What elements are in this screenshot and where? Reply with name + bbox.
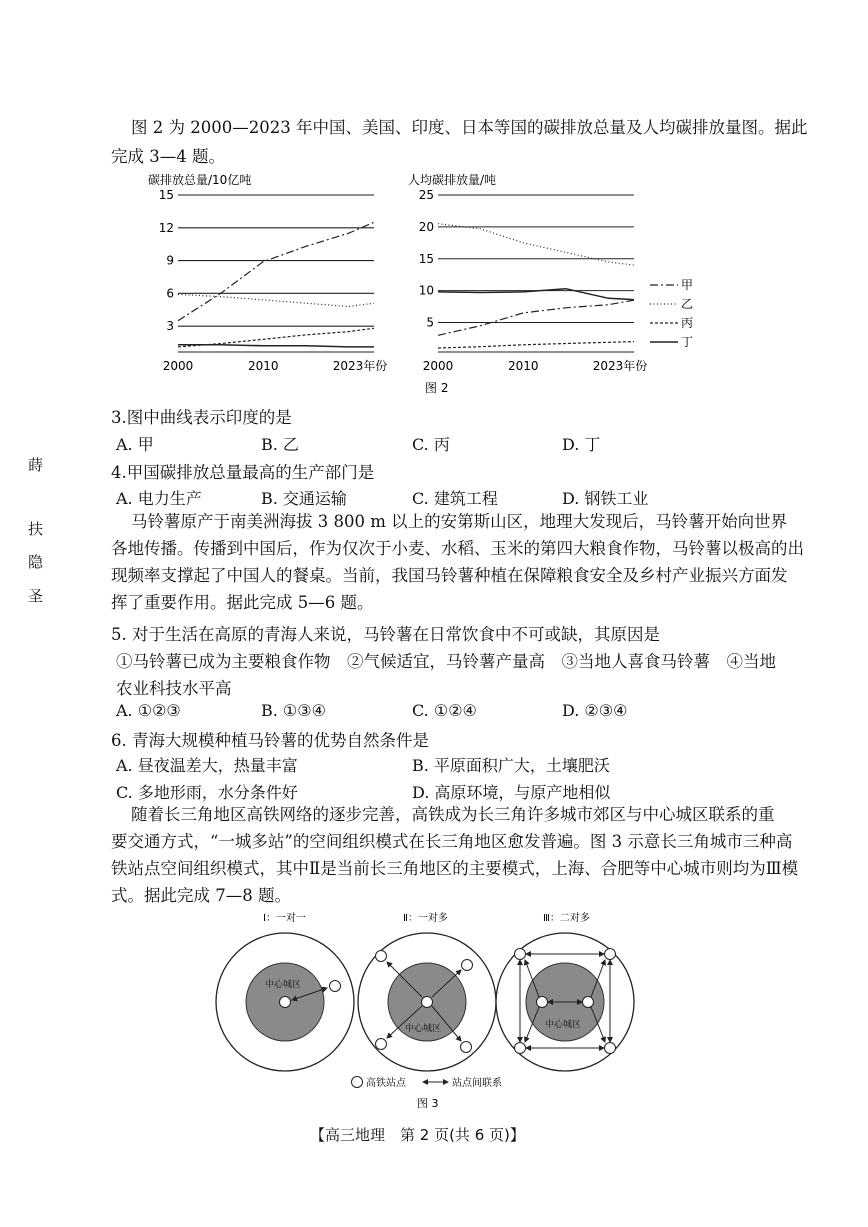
pattern-2-station-se <box>461 1042 472 1053</box>
q3-option-a[interactable]: A. 甲 <box>116 435 154 454</box>
right-y-tick-label: 10 <box>418 283 434 298</box>
intro-3-4-line2: 完成 3—4 题。 <box>111 147 225 166</box>
q3-option-b[interactable]: B. 乙 <box>261 435 299 454</box>
q6-option-a[interactable]: A. 昼夜温差大，热量丰富 <box>116 756 298 775</box>
intro-5-6-line4: 挥了重要作用。据此完成 5—6 题。 <box>111 593 374 612</box>
right-x-tick-label: 2000 <box>422 359 454 373</box>
pattern-1-title: Ⅰ：一对一 <box>263 913 306 924</box>
intro-7-8-line3: 铁站点空间组织模式，其中Ⅱ是当前长三角地区的主要模式，上海、合肥等中心城市则均为Ⅲ模 <box>111 859 799 878</box>
intro-5-6-line1: 马铃薯原产于南美洲海拔 3 800 m 以上的安第斯山区，地理大发现后，马铃薯开始向世界 <box>131 512 788 531</box>
right-series-bing <box>438 342 634 348</box>
page-footer: 【高三地理 第 2 页(共 6 页)】 <box>310 1126 525 1144</box>
legend-label-yi: 乙 <box>681 297 694 311</box>
pattern-1-center-label: 中心城区 <box>265 980 302 990</box>
legend-station-label: 高铁站点 <box>366 1078 406 1089</box>
left-series-yi <box>178 294 374 306</box>
left-y-tick-label: 9 <box>166 253 174 268</box>
right-x-tick-label: 2010 <box>507 359 539 373</box>
left-x-tick-label: 2010 <box>247 359 279 373</box>
figure-3-caption: 图 3 <box>417 1097 439 1110</box>
pattern-2-station-center <box>422 997 433 1008</box>
right-y-tick-label: 15 <box>418 251 434 266</box>
pattern-3-station-ne <box>605 949 616 960</box>
q6-stem: 6. 青海大规模种植马铃薯的优势自然条件是 <box>111 731 429 750</box>
q6-option-d[interactable]: D. 高原环境，与原产地相似 <box>412 783 611 802</box>
q3-option-c[interactable]: C. 丙 <box>412 435 450 454</box>
pattern-3-station-se <box>605 1043 616 1054</box>
left-x-tick-label: 2000 <box>162 359 194 373</box>
pattern-2-title: Ⅱ：一对多 <box>403 913 448 924</box>
q3-stem: 3.图中曲线表示印度的是 <box>111 408 292 427</box>
figure-3-legend <box>352 1076 503 1089</box>
q4-option-b[interactable]: B. 交通运输 <box>261 489 347 508</box>
right-y-tick-label: 20 <box>418 219 434 234</box>
margin-char-3: 隐 <box>28 553 44 571</box>
q3-option-d[interactable]: D. 丁 <box>562 435 601 454</box>
legend-link-label: 站点间联系 <box>452 1078 502 1089</box>
right-y-tick-label: 5 <box>426 315 434 330</box>
figure-2-caption: 图 2 <box>425 381 449 395</box>
left-y-tick-label: 3 <box>166 319 174 334</box>
intro-5-6-line2: 各地传播。传播到中国后，作为仅次于小麦、水稻、玉米的第四大粮食作物，马铃薯以极高的出 <box>111 539 804 558</box>
left-y-tick-label: 15 <box>158 188 174 202</box>
pattern-2-station-nw <box>376 951 387 962</box>
chart-legend <box>650 278 693 349</box>
q5-items-line1: ①马铃薯已成为主要粮食作物 ②气候适宜，马铃薯产量高 ③当地人喜食马铃薯 ④当地 <box>116 652 776 671</box>
intro-7-8-line1: 随着长三角地区高铁网络的逐步完善，高铁成为长三角许多城市郊区与中心城区联系的重 <box>131 805 775 824</box>
legend-station-icon <box>352 1077 363 1088</box>
right-y-tick-label: 25 <box>418 188 434 202</box>
left-series-jia <box>178 222 374 320</box>
q6-option-b[interactable]: B. 平原面积广大，土壤肥沃 <box>412 756 610 775</box>
q5-option-d[interactable]: D. ②③④ <box>562 701 628 720</box>
q5-option-b[interactable]: B. ①③④ <box>261 701 326 720</box>
left-series-ding <box>178 345 374 347</box>
intro-5-6-line3: 现频率支撑起了中国人的餐桌。当前，我国马铃薯种植在保障粮食安全及乡村产业振兴方面发 <box>111 566 788 585</box>
pattern-1-diagram <box>216 933 354 1071</box>
pattern-3-title: Ⅲ：二对多 <box>543 913 590 924</box>
q5-items-line2: 农业科技水平高 <box>116 679 232 698</box>
q5-option-c[interactable]: C. ①②④ <box>412 701 477 720</box>
right-y-axis-label: 人均碳排放量/吨 <box>408 173 497 187</box>
pattern-3-diagram <box>496 933 634 1071</box>
pattern-3-center-label: 中心城区 <box>545 1020 582 1030</box>
legend-label-jia: 甲 <box>681 278 694 292</box>
q4-option-d[interactable]: D. 钢铁工业 <box>562 489 649 508</box>
q4-stem: 4.甲国碳排放总量最高的生产部门是 <box>111 463 375 482</box>
q4-option-c[interactable]: C. 建筑工程 <box>412 489 498 508</box>
pattern-1-station-suburb <box>330 981 341 992</box>
margin-char-2: 扶 <box>28 520 44 538</box>
margin-char-1: 蒔 <box>28 456 44 474</box>
pattern-1-station-center <box>280 997 291 1008</box>
pattern-2-station-ne <box>462 960 473 971</box>
pattern-2-center-label: 中心城区 <box>405 1024 442 1034</box>
figure-3 <box>205 905 650 1110</box>
intro-7-8-line4: 式。据此完成 7—8 题。 <box>111 886 291 905</box>
pattern-3-station-center-1 <box>537 997 548 1008</box>
q5-option-a[interactable]: A. ①②③ <box>116 701 181 720</box>
pattern-3-station-center-2 <box>583 997 594 1008</box>
pattern-2-station-sw <box>376 1039 387 1050</box>
left-y-axis-label: 碳排放总量/10亿吨 <box>148 173 252 187</box>
margin-char-4: 圣 <box>28 587 44 605</box>
left-y-tick-label: 12 <box>158 220 174 235</box>
q6-option-c[interactable]: C. 多地形雨，水分条件好 <box>116 783 298 802</box>
figure-2 <box>140 168 700 398</box>
right-series-jia <box>438 300 634 335</box>
right-x-tick-label: 2023年份 <box>592 359 648 373</box>
intro-3-4-line1: 图 2 为 2000—2023 年中国、美国、印度、日本等国的碳排放总量及人均碳排放量图。据此 <box>131 118 808 137</box>
left-x-tick-label: 2023年份 <box>332 359 388 373</box>
intro-7-8-line2: 要交通方式，“一城多站”的空间组织模式在长三角地区愈发普遍。图 3 示意长三角城市三种高 <box>111 832 793 851</box>
right-chart <box>419 188 648 373</box>
left-y-tick-label: 6 <box>166 286 174 301</box>
q4-option-a[interactable]: A. 电力生产 <box>116 489 202 508</box>
legend-label-ding: 丁 <box>681 335 694 349</box>
legend-label-bing: 丙 <box>681 316 694 330</box>
pattern-3-station-nw <box>515 949 526 960</box>
pattern-3-station-sw <box>515 1043 526 1054</box>
pattern-2-diagram <box>358 933 496 1071</box>
left-chart <box>159 188 388 373</box>
q5-stem: 5. 对于生活在高原的青海人来说，马铃薯在日常饮食中不可或缺，其原因是 <box>111 625 660 644</box>
